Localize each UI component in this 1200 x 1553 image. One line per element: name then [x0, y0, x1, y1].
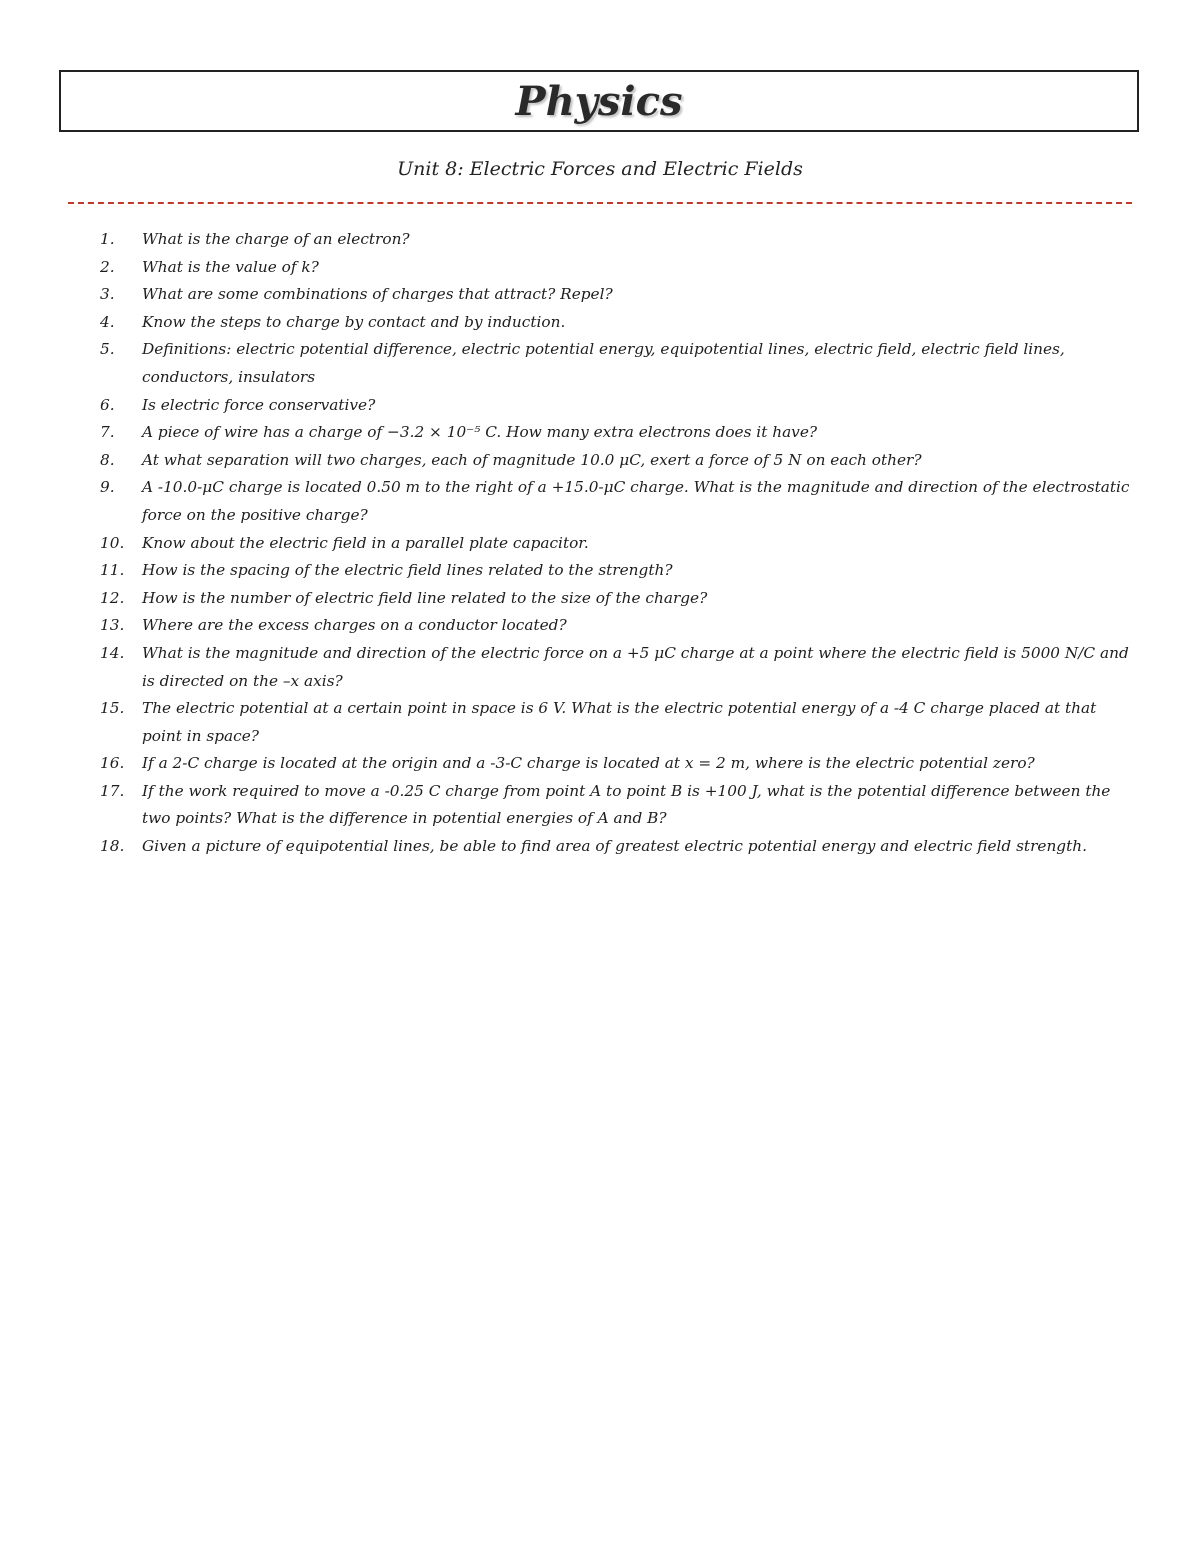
question-text: What is the value of k? [142, 257, 319, 276]
question-number: 5. [100, 340, 115, 359]
question-text: Is electric force conservative? [142, 395, 376, 414]
question-number: 16. [100, 754, 125, 773]
question-list [100, 226, 1140, 861]
question-item [100, 640, 1140, 695]
question-text: Given a picture of equipotential lines, be able to find area of greatest electric potential energy and electric field strength. [142, 837, 1087, 856]
dashed-divider [68, 202, 1132, 204]
question-text: At what separation will two charges, each of magnitude 10.0 μC, exert a force of 5 N on each other? [142, 450, 922, 469]
question-item [100, 530, 1140, 558]
question-text: What are some combinations of charges that attract? Repel? [142, 285, 613, 304]
question-text: If the work required to move a -0.25 C charge from point A to point B is +100 J, what is the potential difference between the two points? What is the difference in potential energies of A and B? [142, 781, 1111, 828]
question-number: 18. [100, 837, 125, 856]
question-text: What is the magnitude and direction of the electric force on a +5 μC charge at a point where the electric field is 5000 N/C and is directed on the –x axis? [142, 643, 1129, 690]
question-text: The electric potential at a certain point in space is 6 V. What is the electric potential energy of a -4 C charge placed at that point in space? [142, 699, 1097, 745]
question-item [100, 447, 1140, 475]
unit-subtitle: Unit 8: Electric Forces and Electric Fields [397, 158, 803, 180]
question-item [100, 226, 1140, 254]
question-text: A -10.0-μC charge is located 0.50 m to the right of a +15.0-μC charge. What is the magnitude and direction of the electrostatic force on the positive charge? [142, 478, 1130, 524]
question-number: 1. [100, 230, 115, 248]
title-box [59, 70, 1139, 132]
question-number: 15. [100, 699, 125, 718]
question-item [100, 336, 1140, 391]
question-text: Where are the excess charges on a conductor located? [142, 616, 567, 635]
question-item [100, 419, 1140, 447]
question-text: A piece of wire has a charge of −3.2 × 10⁻⁵ C. How many extra electrons does it have? [142, 423, 818, 442]
question-text: How is the number of electric field line related to the size of the charge? [142, 588, 708, 607]
question-number: 8. [100, 450, 115, 469]
question-item [100, 612, 1140, 640]
question-item [100, 585, 1140, 613]
question-text: Definitions: electric potential difference, electric potential energy, equipotential lines, electric field, electric field lines, conductors, insulators [142, 340, 1065, 386]
question-text: If a 2-C charge is located at the origin and a -3-C charge is located at x = 2 m, where is the electric potential zero? [142, 754, 1035, 773]
question-item [100, 557, 1140, 585]
question-item [100, 778, 1140, 833]
question-text: What is the charge of an electron? [142, 230, 410, 248]
question-number: 11. [100, 561, 125, 580]
question-text: How is the spacing of the electric field lines related to the strength? [142, 561, 673, 580]
question-item [100, 254, 1140, 282]
question-item [100, 309, 1140, 337]
question-number: 9. [100, 478, 115, 497]
question-item [100, 750, 1140, 778]
question-number: 2. [100, 257, 115, 276]
question-number: 6. [100, 395, 115, 414]
question-item [100, 695, 1140, 750]
question-number: 10. [100, 533, 125, 552]
question-item [100, 392, 1140, 420]
question-item [100, 474, 1140, 529]
page-title: Physics [515, 78, 683, 125]
question-number: 13. [100, 616, 125, 635]
question-text: Know the steps to charge by contact and by induction. [142, 312, 566, 331]
question-number: 4. [100, 312, 115, 331]
question-number: 17. [100, 781, 125, 800]
question-number: 3. [100, 285, 115, 304]
question-text: Know about the electric field in a parallel plate capacitor. [142, 533, 589, 552]
question-item [100, 281, 1140, 309]
question-number: 7. [100, 423, 115, 442]
question-item [100, 833, 1140, 861]
question-number: 12. [100, 588, 125, 607]
question-number: 14. [100, 643, 125, 662]
